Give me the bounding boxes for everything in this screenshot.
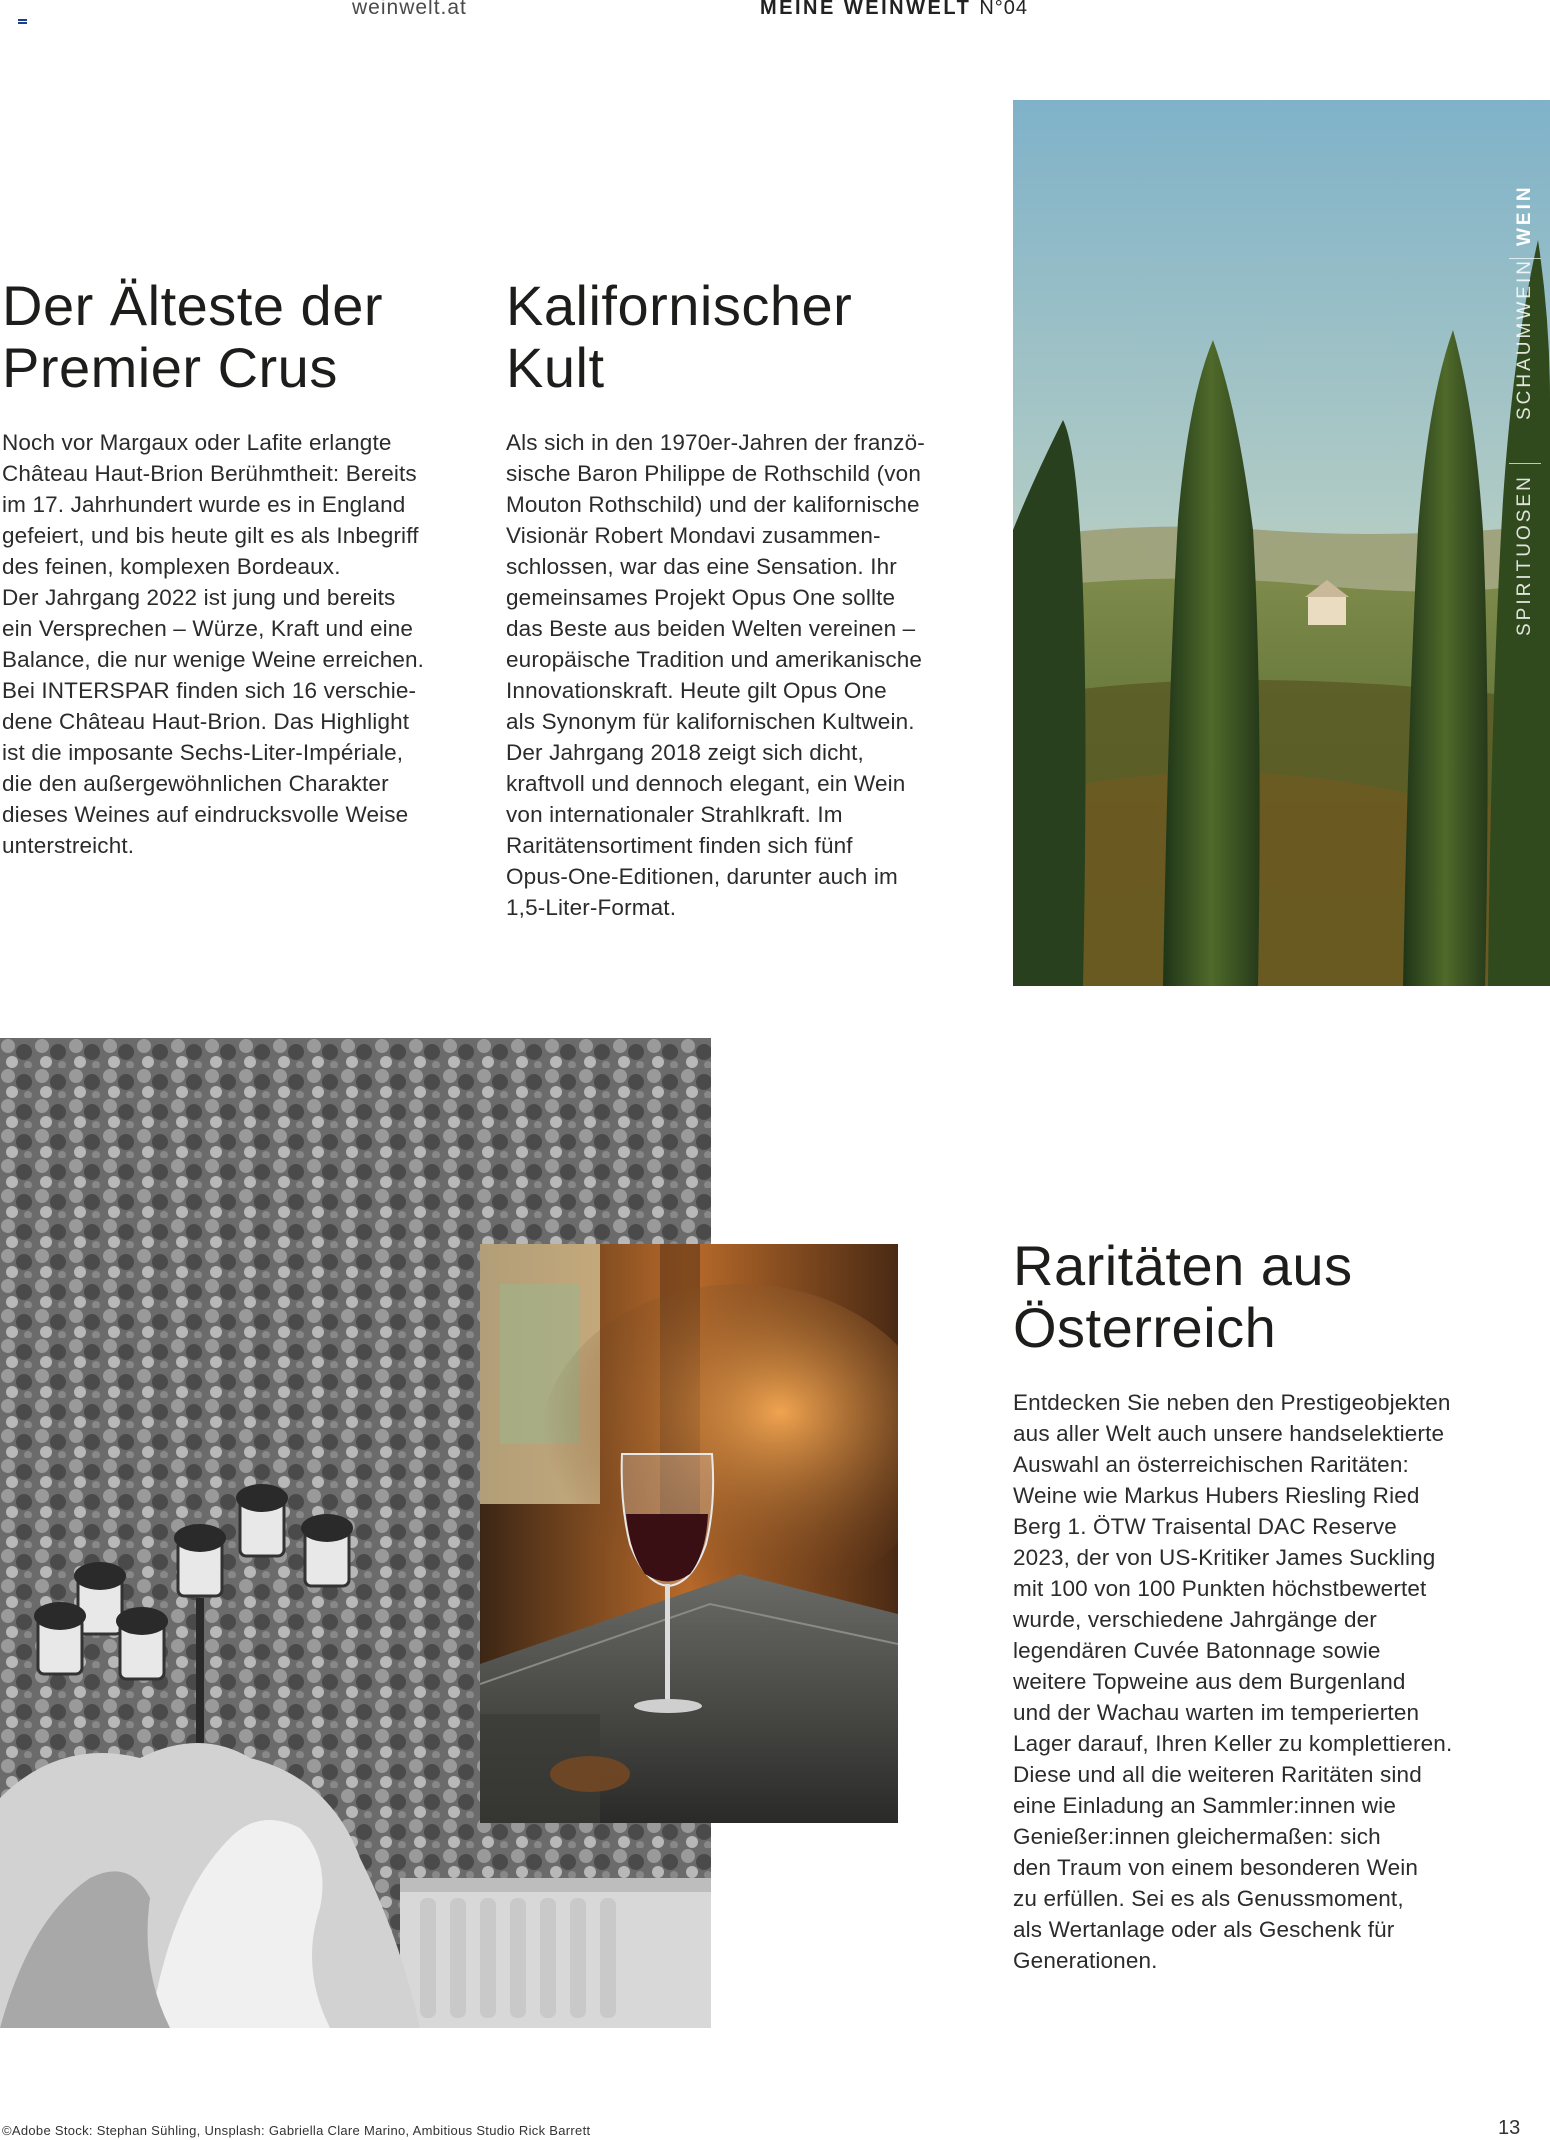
body-line: Visionär Robert Mondavi zusammen- (506, 523, 881, 548)
body-line: europäische Tradition und amerikanische (506, 647, 923, 672)
tab-spirituosen[interactable]: SPIRITUOSEN (1514, 474, 1535, 636)
article-2-title (506, 275, 852, 399)
body-line: den Traum von einem besonderen Wein (1013, 1855, 1419, 1880)
body-line: schlossen, war das eine Sensation. Ihr (506, 554, 897, 579)
body-line: im 17. Jahrhundert wurde es in England (2, 492, 406, 517)
body-line: Balance, die nur wenige Weine erreichen. (2, 647, 425, 672)
body-line: als Synonym für kalifornischen Kultwein. (506, 709, 915, 734)
body-line: ist die imposante Sechs-Liter-Impériale, (2, 740, 404, 765)
magazine-name: MEINE WEINWELT (760, 0, 972, 19)
body-line: mit 100 von 100 Punkten höchstbewertet (1013, 1576, 1427, 1601)
body-line: als Wertanlage oder als Geschenk für (1013, 1917, 1395, 1942)
body-line: zu erfüllen. Sei es als Genussmoment, (1013, 1886, 1404, 1911)
body-line: Noch vor Margaux oder Lafite erlangte (2, 430, 392, 455)
menu-icon[interactable] (18, 19, 27, 26)
body-line: Genießer:innen gleichermaßen: sich (1013, 1824, 1381, 1849)
tab-schaumwein[interactable]: SCHAUMWEIN (1514, 258, 1535, 420)
body-line: eine Einladung an Sammler:innen wie (1013, 1793, 1396, 1818)
title-line: Österreich (1013, 1296, 1277, 1359)
body-line: des feinen, komplexen Bordeaux. (2, 554, 341, 579)
body-line: Der Jahrgang 2022 ist jung und bereits (2, 585, 396, 610)
body-line: dene Château Haut-Brion. Das Highlight (2, 709, 410, 734)
body-line: Raritätensortiment finden sich fünf (506, 833, 853, 858)
tab-divider (1509, 463, 1541, 464)
body-line: Weine wie Markus Hubers Riesling Ried (1013, 1483, 1420, 1508)
body-line: aus aller Welt auch unsere handselektierte (1013, 1421, 1445, 1446)
body-line: legendären Cuvée Batonnage sowie (1013, 1638, 1381, 1663)
body-line: Lager darauf, Ihren Keller zu komplettieren. (1013, 1731, 1453, 1756)
body-line: Diese und all die weiteren Raritäten sind (1013, 1762, 1422, 1787)
body-line: ein Versprechen – Würze, Kraft und eine (2, 616, 414, 641)
body-line: dieses Weines auf eindrucksvolle Weise (2, 802, 409, 827)
body-line: von internationaler Strahlkraft. Im (506, 802, 843, 827)
section-tabs (1505, 180, 1545, 650)
body-line: kraftvoll und dennoch elegant, ein Wein (506, 771, 906, 796)
landscape-illustration (1013, 100, 1550, 986)
page-number: 13 (1498, 2117, 1521, 2139)
body-line: Entdecken Sie neben den Prestigeobjekten (1013, 1390, 1451, 1415)
article-1-body (2, 427, 424, 861)
body-line: Berg 1. ÖTW Traisental DAC Reserve (1013, 1514, 1397, 1539)
body-line: Generationen. (1013, 1948, 1158, 1973)
wine-glass-illustration (480, 1244, 898, 1823)
body-line: Opus-One-Editionen, darunter auch im (506, 864, 898, 889)
magazine-title (760, 0, 1028, 20)
body-line: unterstreicht. (2, 833, 135, 858)
body-line: weitere Topweine aus dem Burgenland (1013, 1669, 1406, 1694)
tab-wein[interactable]: WEIN (1514, 184, 1535, 246)
title-line: Der Älteste der (2, 274, 383, 337)
article-2-body (506, 427, 925, 923)
site-url: weinwelt.at (352, 0, 467, 19)
body-line: Château Haut-Brion Berühmtheit: Bereits (2, 461, 417, 486)
body-line: Innovationskraft. Heute gilt Opus One (506, 678, 887, 703)
body-line: gemeinsames Projekt Opus One sollte (506, 585, 896, 610)
title-line: Kalifornischer (506, 274, 853, 337)
issue-number: N°04 (979, 0, 1029, 19)
body-line: die den außergewöhnlichen Charakter (2, 771, 389, 796)
body-line: und der Wachau warten im temperierten (1013, 1700, 1420, 1725)
body-line: 2023, der von US-Kritiker James Suckling (1013, 1545, 1436, 1570)
body-line: Der Jahrgang 2018 zeigt sich dicht, (506, 740, 864, 765)
body-line: Bei INTERSPAR finden sich 16 verschie- (2, 678, 417, 703)
body-line: wurde, verschiedene Jahrgänge der (1013, 1607, 1377, 1632)
title-line: Premier Crus (2, 336, 338, 399)
article-3-body (1013, 1387, 1452, 1976)
body-line: Auswahl an österreichischen Raritäten: (1013, 1452, 1409, 1477)
photo-credit: ©Adobe Stock: Stephan Sühling, Unsplash: Gabriella Clare Marino, Ambitious Studio Rick Barrett (2, 2123, 591, 2138)
body-line: 1,5-Liter-Format. (506, 895, 677, 920)
landscape-cypress-photo (1013, 100, 1550, 986)
body-line: sische Baron Philippe de Rothschild (von (506, 461, 921, 486)
title-line: Kult (506, 336, 605, 399)
title-line: Raritäten aus (1013, 1234, 1353, 1297)
article-3-title (1013, 1235, 1353, 1359)
body-line: das Beste aus beiden Welten vereinen – (506, 616, 916, 641)
body-line: Als sich in den 1970er-Jahren der franzö- (506, 430, 925, 455)
wine-glass-photo (480, 1244, 898, 1823)
body-line: gefeiert, und bis heute gilt es als Inbegriff (2, 523, 419, 548)
article-1-title (2, 275, 383, 399)
body-line: Mouton Rothschild) und der kalifornische (506, 492, 920, 517)
